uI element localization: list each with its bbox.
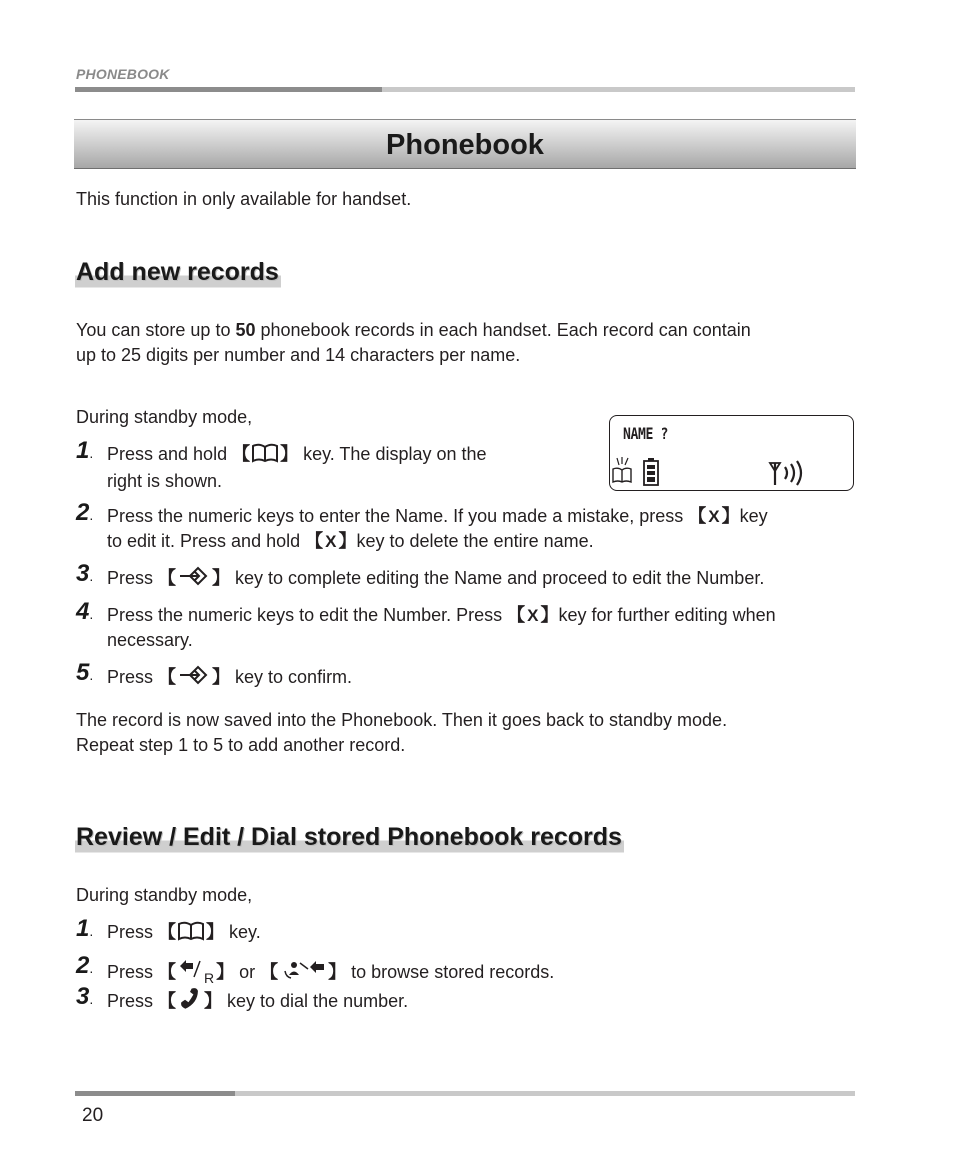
- step-1-text: [107, 442, 527, 493]
- bracket: 】: [721, 506, 740, 526]
- bracket: 】: [204, 991, 223, 1011]
- bracket: 】: [280, 444, 299, 464]
- step-text-part: to browse stored records.: [346, 962, 555, 982]
- battery-icon: [642, 457, 660, 487]
- phonebook-key-icon: [176, 921, 206, 947]
- bracket: 【: [158, 667, 177, 687]
- review-step-2-text: [107, 957, 554, 988]
- step-digit: 1: [76, 437, 90, 464]
- step-text-part: Press: [107, 962, 159, 982]
- step-digit: 3: [76, 983, 90, 1010]
- bracket: 】: [328, 962, 347, 982]
- body-text: Repeat step 1 to 5 to add another record.: [76, 735, 406, 755]
- body-text: phonebook records in each handset. Each record can contain: [255, 320, 751, 340]
- clear-key-icon: X: [527, 606, 539, 625]
- page-title: Phonebook: [386, 129, 544, 161]
- bracket: 【: [232, 444, 251, 464]
- bracket: 】: [216, 962, 235, 982]
- step-text-part: key for further editing when: [558, 605, 776, 625]
- bracket: 】: [206, 922, 225, 942]
- bracket: 【: [260, 962, 279, 982]
- body-text: You can store up to: [76, 320, 236, 340]
- step-text-part: key to complete editing the Name and proceed to edit the Number.: [230, 568, 765, 588]
- bracket: 【: [158, 991, 177, 1011]
- phonebook-key-icon: [250, 443, 280, 469]
- step-2-text: [107, 504, 867, 554]
- step-text-part: key. The display on the: [298, 444, 487, 464]
- add-records-body: [76, 318, 751, 368]
- step-digit: 1: [76, 915, 90, 942]
- running-head: PHONEBOOK: [76, 66, 170, 82]
- step-text-part: to edit it. Press and hold: [107, 531, 306, 551]
- outro-text: [76, 708, 727, 758]
- bracket: 【: [305, 531, 324, 551]
- step-digit: 5: [76, 659, 90, 686]
- step-text-part: Press: [107, 568, 159, 588]
- review-step-1-text: [107, 920, 261, 947]
- step-text-part: Press: [107, 991, 159, 1011]
- step-number: 2.: [76, 952, 94, 979]
- bracket: 【: [158, 962, 177, 982]
- step-text-part: key.: [224, 922, 261, 942]
- signal-antenna-icon: [768, 459, 808, 487]
- body-text: up to 25 digits per number and 14 characters per name.: [76, 345, 521, 365]
- ok-arrow-key-icon: [176, 565, 212, 593]
- bracket: 【: [158, 922, 177, 942]
- add-records-heading: Add new records: [75, 255, 281, 289]
- title-bar: [74, 119, 856, 169]
- step-text-part: right is shown.: [107, 471, 223, 491]
- step-digit: 2: [76, 499, 90, 526]
- step-text-part: key to delete the entire name.: [356, 531, 594, 551]
- redial-r-label: R: [204, 970, 215, 986]
- step-number: 3.: [76, 983, 94, 1010]
- talk-phone-key-icon: [176, 988, 204, 1016]
- lcd-display: [609, 415, 854, 491]
- intro-text: This function in only available for handset.: [76, 189, 412, 209]
- footer-rule: [75, 1091, 855, 1096]
- step-text-part: key: [739, 506, 768, 526]
- step-text-part: Press: [107, 922, 159, 942]
- step-text-part: key to confirm.: [230, 667, 353, 687]
- step-number: 5.: [76, 659, 94, 686]
- clear-key-icon: X: [708, 507, 720, 526]
- step-number: 3.: [76, 560, 94, 587]
- bracket: 】: [212, 667, 231, 687]
- page-number: 20: [82, 1105, 104, 1126]
- step-text-part: necessary.: [107, 630, 193, 650]
- step-text-part: or: [234, 962, 261, 982]
- standby-text: During standby mode,: [76, 885, 253, 905]
- step-number: 4.: [76, 598, 94, 625]
- step-digit: 2: [76, 952, 90, 979]
- header-rule-accent: [75, 87, 382, 92]
- step-text-part: key to dial the number.: [222, 991, 409, 1011]
- footer-rule-accent: [75, 1091, 235, 1096]
- bracket: 【: [158, 568, 177, 588]
- bracket: 】: [338, 531, 357, 551]
- step-text-part: Press the numeric keys to enter the Name. If you made a mistake, press: [107, 506, 689, 526]
- record-count: 50: [235, 320, 256, 340]
- review-step-3-text: [107, 988, 408, 1016]
- bracket: 【: [688, 506, 707, 526]
- body-text: The record is now saved into the Phonebook. Then it goes back to standby mode.: [76, 710, 728, 730]
- step-4-text: [107, 603, 867, 652]
- standby-text: During standby mode,: [76, 407, 253, 427]
- step-text-part: Press: [107, 667, 159, 687]
- bracket: 】: [540, 605, 559, 625]
- step-5-text: [107, 664, 867, 692]
- review-records-heading: Review / Edit / Dial stored Phonebook records: [75, 820, 624, 854]
- clear-key-icon: X: [325, 532, 337, 551]
- step-digit: 3: [76, 560, 90, 587]
- step-digit: 4: [76, 598, 90, 625]
- step-number: 1.: [76, 915, 94, 942]
- phonebook-icon: [611, 456, 633, 486]
- step-text-part: Press and hold: [107, 444, 233, 464]
- step-number: 2.: [76, 499, 94, 526]
- lcd-prompt: NAME ?: [623, 424, 668, 443]
- down-contacts-key-icon: [278, 959, 328, 987]
- ok-arrow-key-icon: [176, 664, 212, 692]
- bracket: 【: [507, 605, 526, 625]
- header-rule: [75, 87, 855, 92]
- step-number: 1.: [76, 437, 94, 464]
- bracket: 】: [212, 568, 231, 588]
- step-text-part: Press the numeric keys to edit the Number. Press: [107, 605, 508, 625]
- step-3-text: [107, 565, 867, 593]
